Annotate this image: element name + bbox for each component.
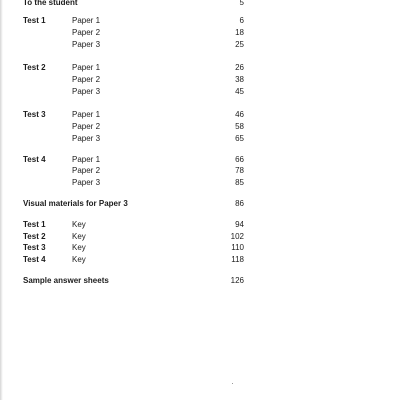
test-3-paper-2-page: 58: [235, 122, 244, 131]
test-3-paper-1-page: 46: [235, 110, 244, 119]
key-1-label: Key: [72, 220, 86, 229]
test-1-paper-3-page: 25: [235, 40, 244, 49]
key-2-test-label: Test 2: [23, 232, 46, 241]
test-3-paper-3-label: Paper 3: [72, 134, 101, 143]
test-2-paper-3-label: Paper 3: [72, 87, 101, 96]
test-4-paper-1-label: Paper 1: [72, 155, 101, 164]
key-3-page: 110: [231, 243, 244, 252]
test-3-paper-2-label: Paper 2: [72, 122, 101, 131]
test-4-paper-2-label: Paper 2: [72, 166, 101, 175]
test-3-paper-1-label: Paper 1: [72, 110, 101, 119]
test-1-paper-2-page: 18: [235, 28, 244, 37]
test-1-paper-2-label: Paper 2: [72, 28, 101, 37]
test-4-paper-2-page: 78: [235, 166, 244, 175]
key-4-page: 118: [231, 255, 244, 264]
test-2-paper-3-page: 45: [235, 87, 244, 96]
key-1-test-label: Test 1: [23, 220, 46, 229]
test-2-paper-1-page: 26: [235, 63, 244, 72]
sample-sheets-page: 126: [230, 276, 244, 285]
test-1-paper-1-label: Paper 1: [72, 16, 101, 25]
test-4-paper-3-page: 85: [235, 178, 244, 187]
visual-materials-page: 86: [235, 199, 244, 208]
key-3-test-label: Test 3: [23, 243, 46, 252]
key-4-label: Key: [72, 255, 86, 264]
test-3-paper-3-page: 65: [235, 134, 244, 143]
test-3-label: Test 3: [23, 110, 46, 119]
sample-sheets-label: Sample answer sheets: [23, 276, 109, 285]
visual-materials-label: Visual materials for Paper 3: [23, 199, 128, 208]
test-2-label: Test 2: [23, 63, 46, 72]
key-2-page: 102: [230, 232, 244, 241]
test-1-paper-3-label: Paper 3: [72, 40, 101, 49]
test-2-paper-2-label: Paper 2: [72, 75, 101, 84]
test-4-paper-3-label: Paper 3: [72, 178, 101, 187]
key-1-page: 94: [235, 220, 244, 229]
test-1-paper-1-page: 6: [239, 16, 244, 25]
intro-label: To the student: [23, 0, 78, 7]
test-4-label: Test 4: [23, 155, 46, 164]
print-speck: [232, 383, 233, 384]
test-1-label: Test 1: [23, 16, 46, 25]
test-2-paper-1-label: Paper 1: [72, 63, 101, 72]
key-4-test-label: Test 4: [23, 255, 46, 264]
intro-page: 5: [239, 0, 244, 7]
key-3-label: Key: [72, 243, 86, 252]
key-2-label: Key: [72, 232, 86, 241]
test-4-paper-1-page: 66: [235, 155, 244, 164]
test-2-paper-2-page: 38: [235, 75, 244, 84]
